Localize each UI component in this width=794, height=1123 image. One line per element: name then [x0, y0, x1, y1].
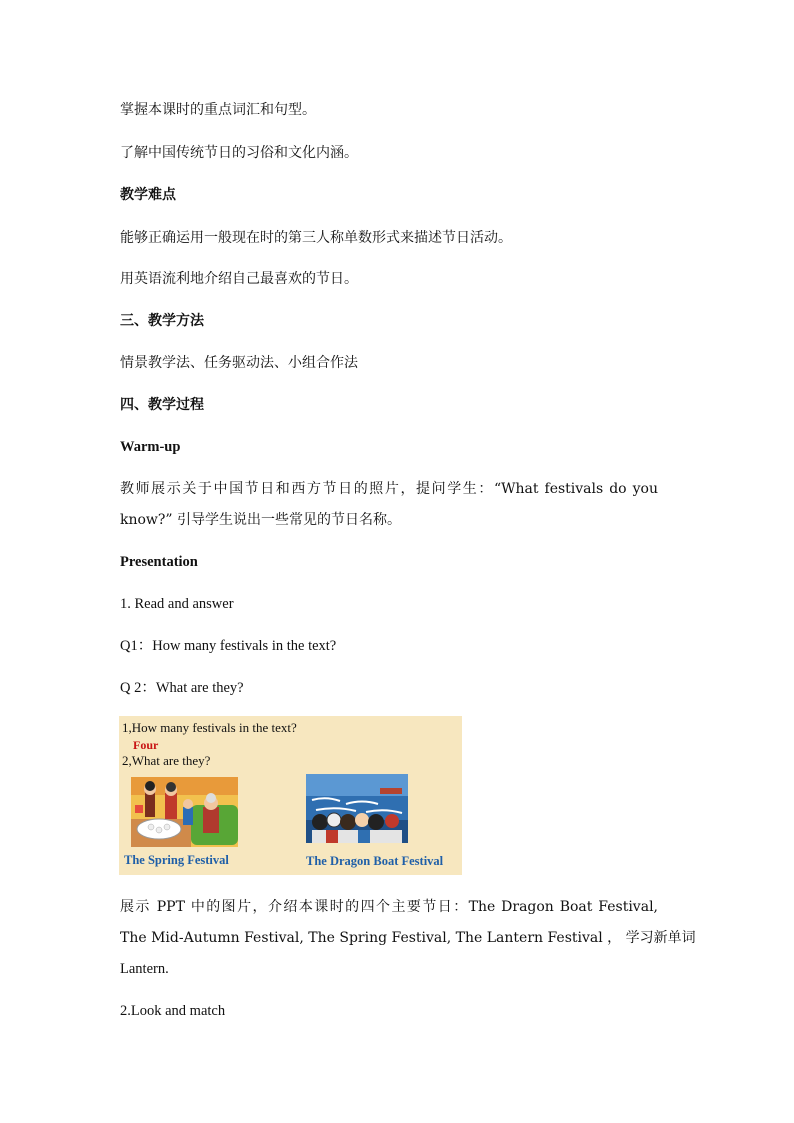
intro-line-1: 展示 PPT 中的图片，介绍本课时的四个主要节日：The Dragon Boat Festival, [120, 899, 658, 915]
spring-festival-picture [131, 777, 238, 847]
caption-spring-festival: The Spring Festival [124, 853, 229, 867]
dragon-boat-festival-picture [306, 774, 408, 843]
warmup-line-2: know?” 引导学生说出一些常见的节日名称。 [120, 512, 402, 528]
ppt-slide-image [119, 716, 462, 875]
difficulty-line-1: 能够正确运用一般现在时的第三人称单数形式来描述节日活动。 [120, 230, 512, 246]
caption-dragon-boat-festival: The Dragon Boat Festival [306, 854, 444, 868]
intro-line-2: The Mid-Autumn Festival, The Spring Festival, The Lantern Festival ， 学习新单词 [120, 930, 696, 946]
slide-answer: Four [133, 738, 159, 752]
objective-line-2: 了解中国传统节日的习俗和文化内涵。 [120, 145, 358, 161]
heading-methods: 三、教学方法 [120, 313, 204, 329]
look-and-match: 2.Look and match [120, 1003, 226, 1019]
objective-line-1: 掌握本课时的重点词汇和句型。 [120, 102, 316, 118]
slide-question-1: 1,How many festivals in the text? [122, 720, 297, 735]
slide-question-2: 2,What are they? [122, 753, 211, 768]
heading-warmup: Warm-up [120, 439, 181, 455]
difficulty-line-2: 用英语流利地介绍自己最喜欢的节日。 [120, 271, 358, 287]
heading-presentation: Presentation [120, 554, 198, 570]
question-2: Q 2：What are they? [120, 680, 244, 696]
methods-line: 情景教学法、任务驱动法、小组合作法 [120, 355, 358, 371]
heading-process: 四、教学过程 [120, 397, 204, 413]
intro-line-3: Lantern. [120, 961, 169, 977]
question-1: Q1：How many festivals in the text? [120, 638, 337, 654]
read-and-answer: 1. Read and answer [120, 596, 234, 612]
heading-difficulty: 教学难点 [120, 187, 176, 203]
warmup-line-1: 教师展示关于中国节日和西方节日的照片，提问学生：“What festivals do you [120, 481, 658, 497]
